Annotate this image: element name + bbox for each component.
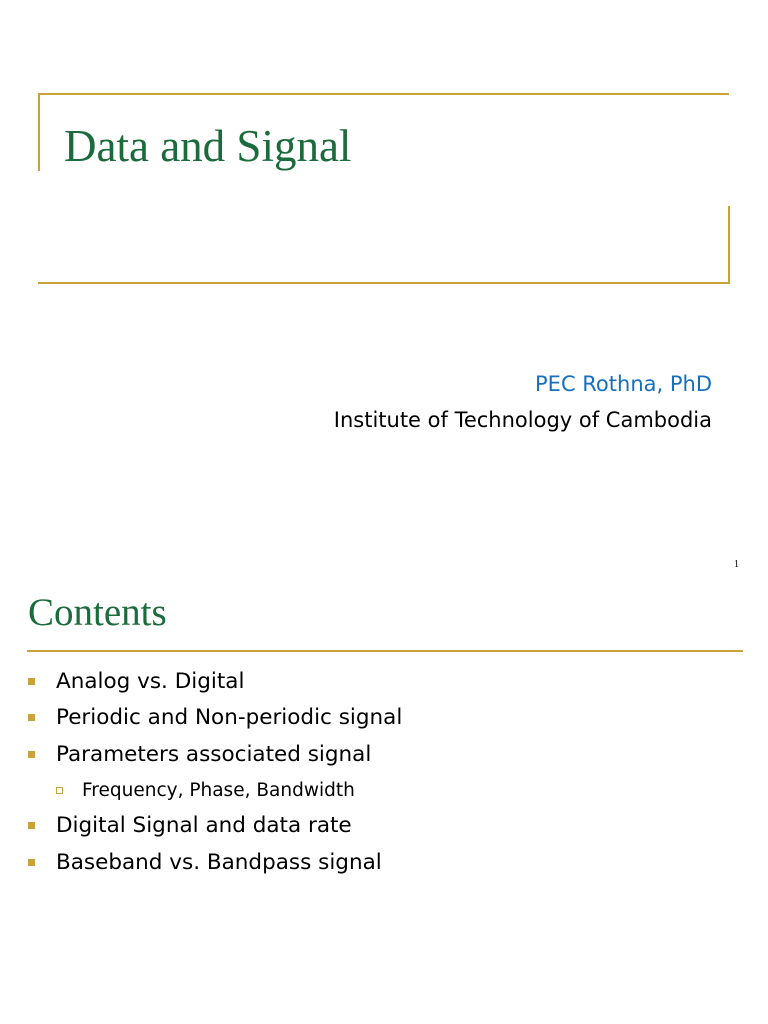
contents-item-text: Baseband vs. Bandpass signal (56, 849, 382, 875)
slide-title: Data and Signal (64, 121, 352, 171)
square-bullet-icon (28, 822, 35, 829)
hollow-square-bullet-icon (56, 787, 63, 794)
contents-item-text: Periodic and Non-periodic signal (56, 705, 403, 731)
institute-name: Institute of Technology of Cambodia (333, 408, 712, 432)
title-frame-left-line (38, 93, 40, 171)
contents-subitem (28, 773, 748, 808)
square-bullet-icon (28, 751, 35, 758)
square-bullet-icon (28, 859, 35, 866)
title-frame-top-line (38, 93, 729, 95)
title-frame-bottom-line (38, 282, 730, 284)
square-bullet-icon (28, 714, 35, 721)
contents-list (28, 663, 748, 881)
contents-item (28, 663, 748, 700)
contents-item (28, 808, 748, 845)
title-frame-right-line (728, 206, 730, 283)
contents-divider (27, 650, 743, 652)
contents-item-text: Digital Signal and data rate (56, 813, 352, 839)
contents-subitem-text: Frequency, Phase, Bandwidth (82, 779, 355, 801)
contents-item (28, 736, 748, 773)
square-bullet-icon (28, 678, 35, 685)
contents-item-text: Parameters associated signal (56, 741, 372, 767)
page-number: 1 (734, 559, 739, 570)
contents-item (28, 844, 748, 881)
contents-title: Contents (28, 591, 167, 634)
contents-item (28, 700, 748, 737)
contents-item-text: Analog vs. Digital (56, 668, 245, 694)
author-name: PEC Rothna, PhD (535, 372, 712, 396)
